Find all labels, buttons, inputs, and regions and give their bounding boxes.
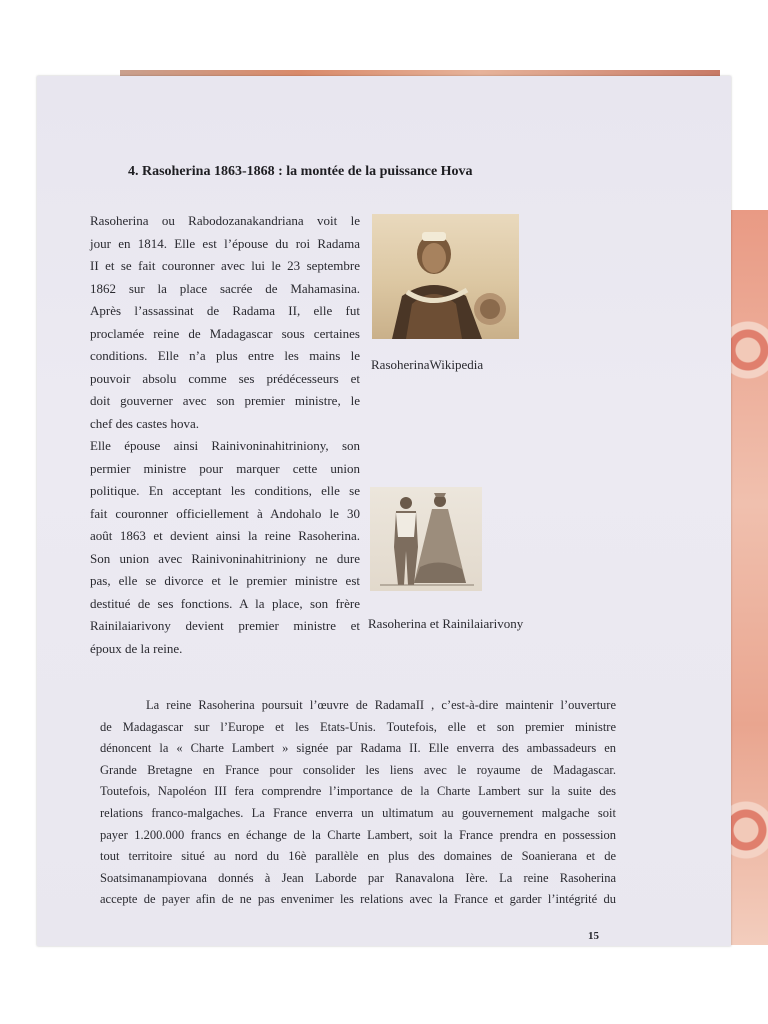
text-line: relations franco-malgaches. La France enverra un ultimatum au gouvernement malgache soit — [100, 805, 616, 820]
page-number: 15 — [588, 930, 599, 942]
text-line: chef des castes hova. — [90, 415, 200, 431]
text-line: de Madagascar sur l’Europe et les Etats-Unis. Toutefois, elle et son premier ministre — [100, 719, 616, 734]
text-line: Rasoherina ou Rabodozanakandriana voit le — [90, 213, 360, 228]
text-line: permier ministre pour marquer cette union — [90, 460, 360, 476]
figure-caption: RasoherinaWikipedia — [371, 357, 484, 372]
figure-caption: Rasoherina et Rainilaiarivony — [368, 616, 524, 631]
text-line: août 1863 et devient ainsi la reine Rasoherina. — [90, 528, 360, 543]
text-line: époux de la reine. — [90, 640, 183, 656]
body-paragraph — [100, 695, 616, 911]
text-line: destitué de ses fonctions. A la place, son frère — [90, 595, 360, 611]
text-line: La reine Rasoherina poursuit l’œuvre de RadamaII , c’est-à-dire maintenir l’ouverture — [146, 698, 616, 712]
text-line: proclamée reine de Madagascar sous certaines — [90, 325, 360, 341]
text-line: Elle épouse ainsi Rainivoninahitriniony, son — [90, 438, 360, 453]
text-line: 1862 sur la place sacrée de Mahamasina. — [90, 280, 360, 296]
text-line: tout territoire situé au nord du 16è parallèle en plus des domaines de Soanierana et de — [100, 849, 616, 864]
text-line: accepte de payer afin de ne pas envenimer les relations avec la France et garder l’intégrité du — [100, 892, 616, 907]
text-line: Rainilaiarivony devient premier ministre et — [90, 618, 360, 633]
text-line: dénoncent la « Charte Lambert » signée par Radama II. Elle enverra des ambassadeurs en — [100, 741, 616, 756]
couple-engraving-image — [370, 487, 482, 591]
text-line: Grande Bretagne en France pour consolider les liens avec le royaume de Madagascar. — [100, 762, 616, 777]
text-line: Son union avec Rainivoninahitriniony ne dure — [90, 550, 360, 566]
text-line: conditions. Elle n’a plus entre les mains le — [90, 348, 360, 363]
text-line: Après l’assassinat de Radama II, elle fut — [90, 303, 360, 318]
engraving-drawing — [370, 487, 482, 591]
text-line: Toutefois, Napoléon III fera comprendre l’importance de la Charte Lambert sur la suite des — [100, 784, 616, 799]
text-line: payer 1.200.000 francs en échange de la Charte Lambert, soit la France prendra en possession — [100, 827, 616, 842]
text-line: politique. En acceptant les conditions, elle se — [90, 483, 360, 498]
text-line: pas, elle se divorce et le premier ministre est — [90, 573, 360, 588]
portrait-drawing — [372, 214, 519, 339]
text-line: fait couronner officiellement à Andohalo le 30 — [90, 505, 360, 521]
text-line: doit gouverner avec son premier ministre, le — [90, 393, 360, 408]
text-line: jour en 1814. Elle est l’épouse du roi Radama — [90, 235, 360, 251]
text-line: II et se fait couronner avec lui le 23 septembre — [90, 258, 360, 273]
text-line: pouvoir absolu comme ses prédécesseurs et — [90, 370, 360, 386]
text-line: Soatsimanampiovana donnés à Jean Laborde par Ranavalona Ière. La reine Rasoherina — [100, 870, 616, 885]
text-column — [90, 210, 360, 660]
portrait-image — [372, 214, 519, 339]
section-heading: 4. Rasoherina 1863-1868 : la montée de la puissance Hova — [128, 164, 473, 179]
